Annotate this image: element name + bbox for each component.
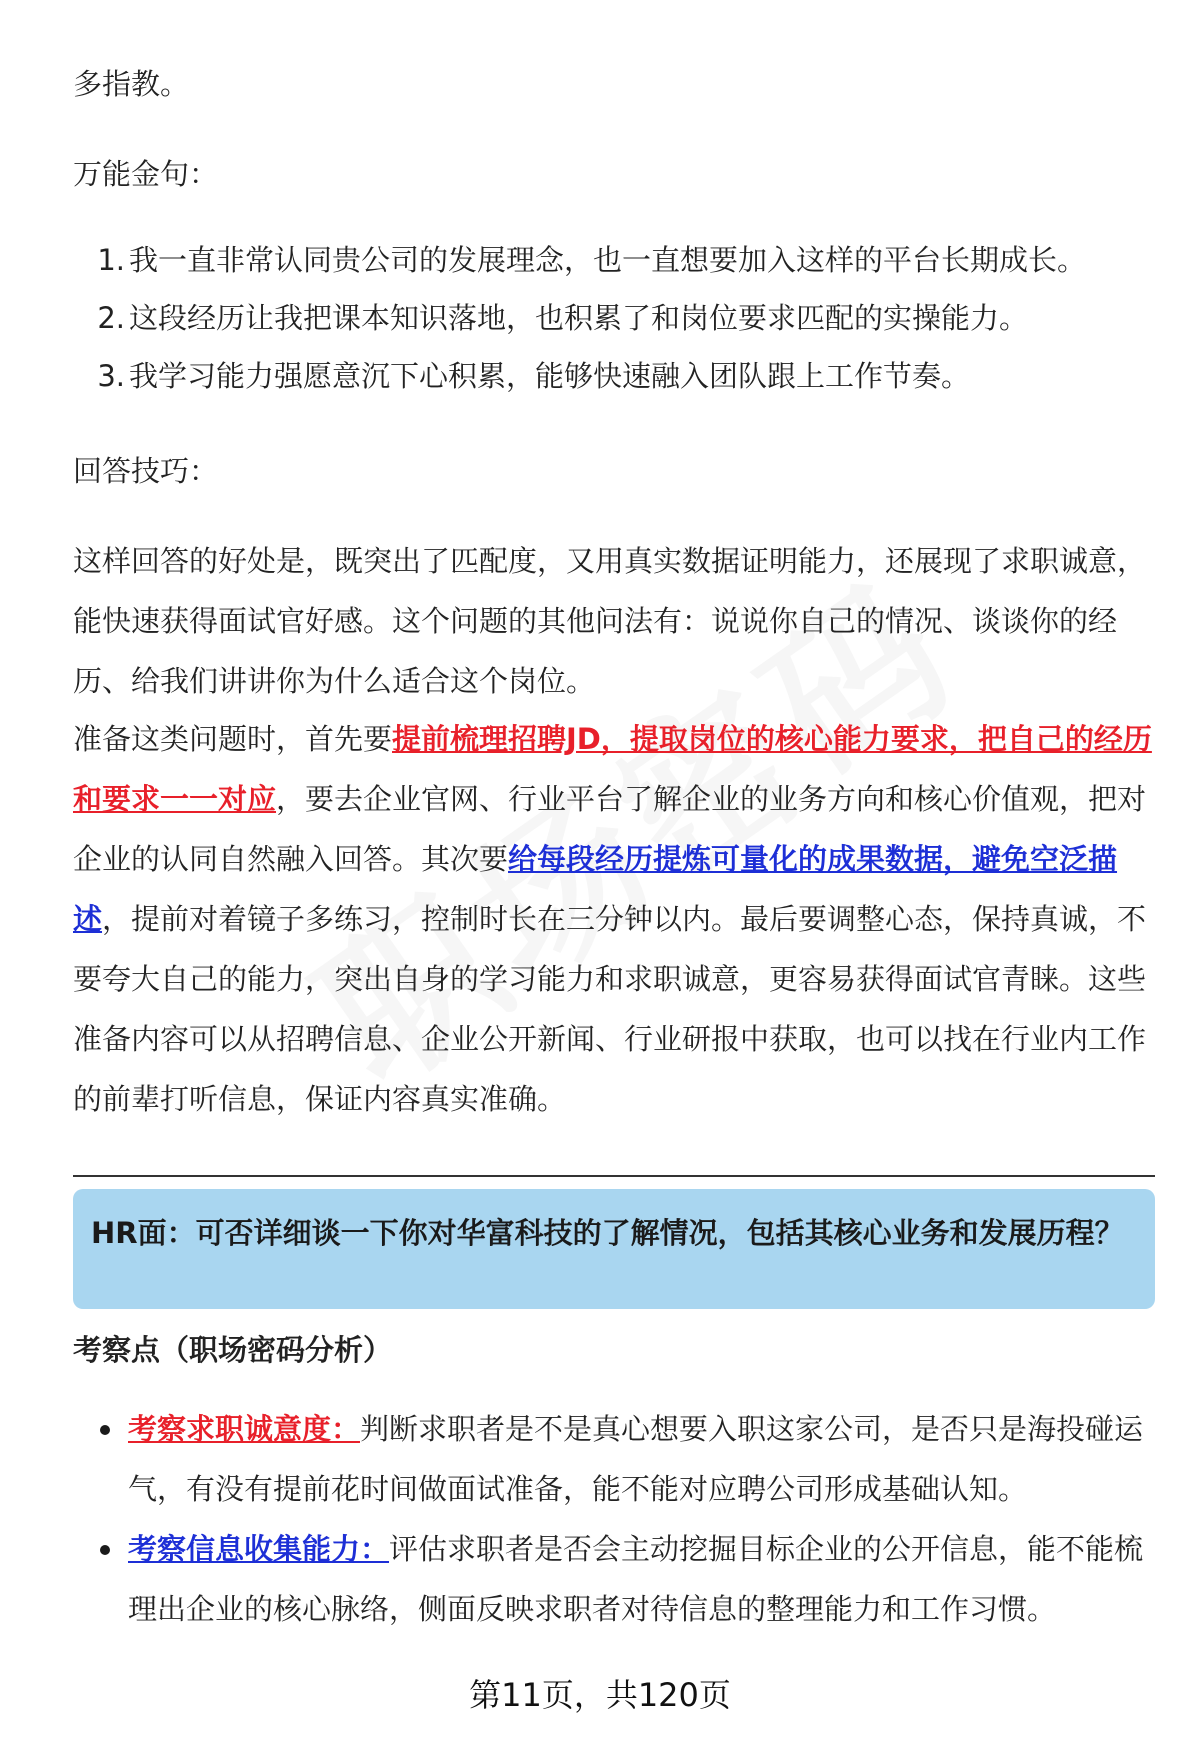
- list-number: 3.: [97, 359, 125, 393]
- bullet-icon: [100, 1425, 110, 1435]
- tips-paragraph-2: [73, 709, 1155, 1129]
- analysis-text: 评估求职者是否会主动挖掘目标企业的公开信息，能不能梳理出企业的核心脉络，侧面反映求职者对待信息的整理能力和工作习惯。: [128, 1532, 1144, 1626]
- list-number: 2.: [97, 301, 125, 335]
- tips-title: 回答技巧：: [73, 454, 219, 488]
- golden-sentences-list: [73, 240, 1153, 414]
- list-item: [73, 1519, 1155, 1639]
- section-divider: [73, 1175, 1155, 1177]
- question-text: HR面：可否详细谈一下你对华富科技的了解情况，包括其核心业务和发展历程？: [91, 1216, 1124, 1250]
- list-item: [73, 356, 1153, 414]
- golden-sentences-title: 万能金句：: [73, 157, 219, 191]
- page-number: 第11页，共120页: [469, 1676, 731, 1714]
- blue-highlight-text: 给每段经历提炼可量化的成果数据，避免空泛描述: [73, 842, 1118, 936]
- question-box: [73, 1189, 1155, 1309]
- paragraph-text: 准备这类问题时，首先要: [73, 722, 393, 756]
- intro-line: 多指教。: [73, 67, 190, 101]
- paragraph-text: ，要去企业官网、行业平台了解企业的业务方向和核心价值观，把对企业的认同自然融入回答。其次要: [73, 782, 1147, 876]
- list-text: 我一直非常认同贵公司的发展理念，也一直想要加入这样的平台长期成长。: [129, 243, 1087, 277]
- list-text: 这段经历让我把课本知识落地，也积累了和岗位要求匹配的实操能力。: [129, 301, 1029, 335]
- list-number: 1.: [97, 243, 125, 277]
- paragraph-text: ，提前对着镜子多练习，控制时长在三分钟以内。最后要调整心态，保持真诚，不要夸大自己的能力，突出自身的学习能力和求职诚意，更容易获得面试官青睐。这些准备内容可以从招聘信息、企业公开新闻、行业研报中获取，也可以找在行业内工作的前辈打听信息，保证内容真实准确。: [73, 902, 1147, 1116]
- red-highlight-text: 提前梳理招聘JD，提取岗位的核心能力要求，把自己的经历和要求一一对应: [73, 722, 1152, 816]
- list-item: [73, 298, 1153, 356]
- list-item: [73, 240, 1153, 298]
- analysis-title: 考察点（职场密码分析）: [73, 1333, 393, 1367]
- tips-paragraph-1: 这样回答的好处是，既突出了匹配度，又用真实数据证明能力，还展现了求职诚意，能快速获得面试官好感。这个问题的其他问法有：说说你自己的情况、谈谈你的经历、给我们讲讲你为什么适合这个岗位。: [73, 544, 1147, 698]
- analysis-text: 判断求职者是不是真心想要入职这家公司，是否只是海投碰运气，有没有提前花时间做面试准备，能不能对应聘公司形成基础认知。: [128, 1412, 1144, 1506]
- analysis-label: 考察求职诚意度：: [128, 1412, 361, 1446]
- bullet-icon: [100, 1545, 110, 1555]
- analysis-list: [73, 1399, 1155, 1639]
- analysis-label: 考察信息收集能力：: [128, 1532, 390, 1566]
- list-item: [73, 1399, 1155, 1519]
- list-text: 我学习能力强愿意沉下心积累，能够快速融入团队跟上工作节奏。: [129, 359, 971, 393]
